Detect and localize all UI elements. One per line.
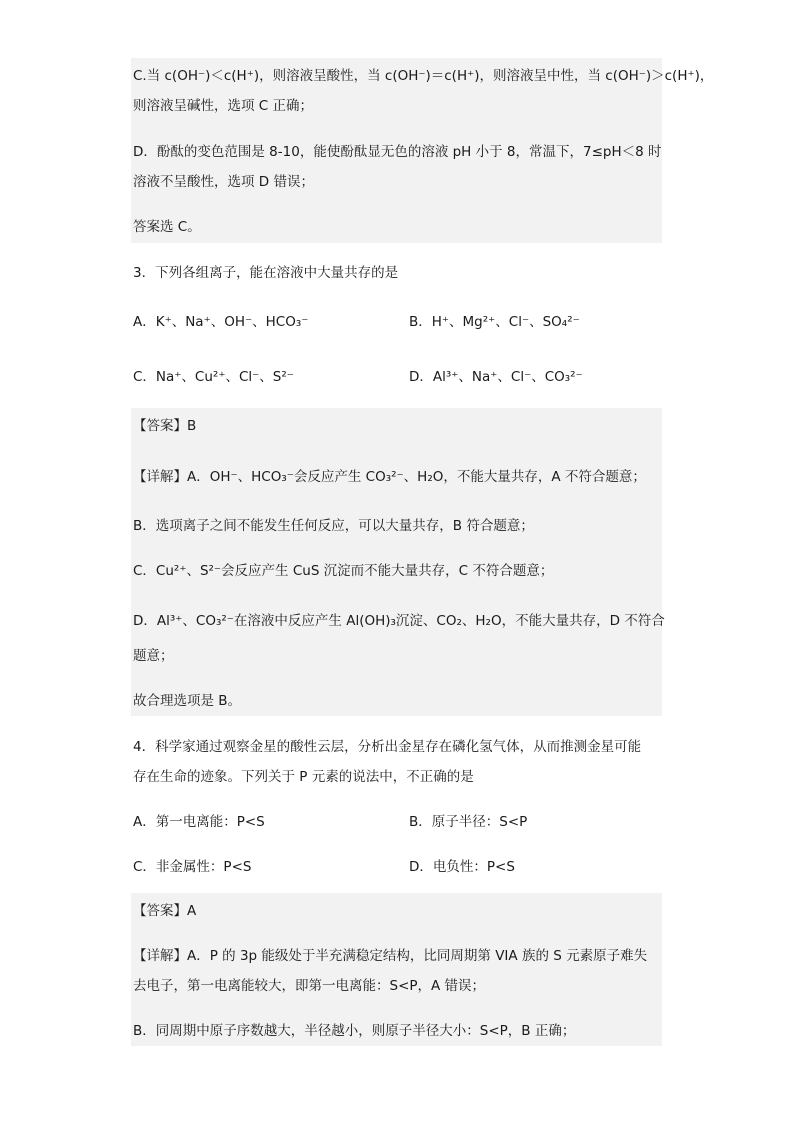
prev-option-d-line1: D．酚酞的变色范围是 8-10，能使酚酞显无色的溶液 pH 小于 8，常温下，7≤pH＜8 时 [133,144,662,160]
detail-a-text: A．P 的 3p 能级处于半充满稳定结构，比同周期第 VIA 族的 S 元素原子难失 [187,948,648,964]
detail-tag: 【详解】 [133,469,187,485]
prev-conclusion: 答案选 C。 [133,219,201,235]
q4-detail-a-line2: 去电子，第一电离能较大，即第一电离能：S<P，A 错误； [133,978,486,994]
q3-detail-b: B．选项离子之间不能发生任何反应，可以大量共存，B 符合题意； [133,518,534,534]
q3-stem: 3．下列各组离子，能在溶液中大量共存的是 [133,265,399,281]
q4-detail-a-line1 [133,946,647,966]
answer-value: B [187,418,197,434]
q3-detail-a [133,467,646,487]
answer-tag: 【答案】 [133,903,187,919]
prev-option-c-line2: 则溶液呈碱性，选项 C 正确； [133,98,314,114]
q4-option-c: C．非金属性：P<S [133,859,252,875]
q3-option-d: D．Al³⁺、Na⁺、Cl⁻、CO₃²⁻ [409,369,583,385]
answer-tag: 【答案】 [133,418,187,434]
prev-option-d-line2: 溶液不呈酸性，选项 D 错误； [133,174,314,190]
q4-answer [133,901,196,921]
q3-detail-d-line2: 题意； [133,648,174,664]
q4-option-b: B．原子半径：S<P [409,814,528,830]
q4-detail-b: B．同周期中原子序数越大，半径越小，则原子半径大小：S<P，B 正确； [133,1023,576,1039]
q3-option-c: C．Na⁺、Cu²⁺、Cl⁻、S²⁻ [133,369,294,385]
answer-value: A [187,903,197,919]
q3-option-a: A．K⁺、Na⁺、OH⁻、HCO₃⁻ [133,314,309,330]
q3-conclusion: 故合理选项是 B。 [133,693,242,709]
q3-detail-d-line1: D．Al³⁺、CO₃²⁻在溶液中反应产生 Al(OH)₃沉淀、CO₂、H₂O，不能大量共存，D 不符合 [133,613,665,629]
q3-option-b: B．H⁺、Mg²⁺、Cl⁻、SO₄²⁻ [409,314,580,330]
detail-tag: 【详解】 [133,948,187,964]
q4-option-a: A．第一电离能：P<S [133,814,265,830]
q4-stem-line2: 存在生命的迹象。下列关于 P 元素的说法中，不正确的是 [133,769,474,785]
q4-stem-line1: 4．科学家通过观察金星的酸性云层，分析出金星存在磷化氢气体，从而推测金星可能 [133,739,642,755]
prev-option-c-line1: C.当 c(OH⁻)＜c(H⁺)，则溶液呈酸性，当 c(OH⁻)＝c(H⁺)，则溶液呈中性，当 c(OH⁻)＞c(H⁺)， [133,68,714,84]
q4-option-d: D．电负性：P<S [409,859,515,875]
q3-answer [133,416,196,436]
detail-a-text: A．OH⁻、HCO₃⁻会反应产生 CO₃²⁻、H₂O，不能大量共存，A 不符合题意； [187,469,646,485]
q3-detail-c: C．Cu²⁺、S²⁻会反应产生 CuS 沉淀而不能大量共存，C 不符合题意； [133,563,554,579]
